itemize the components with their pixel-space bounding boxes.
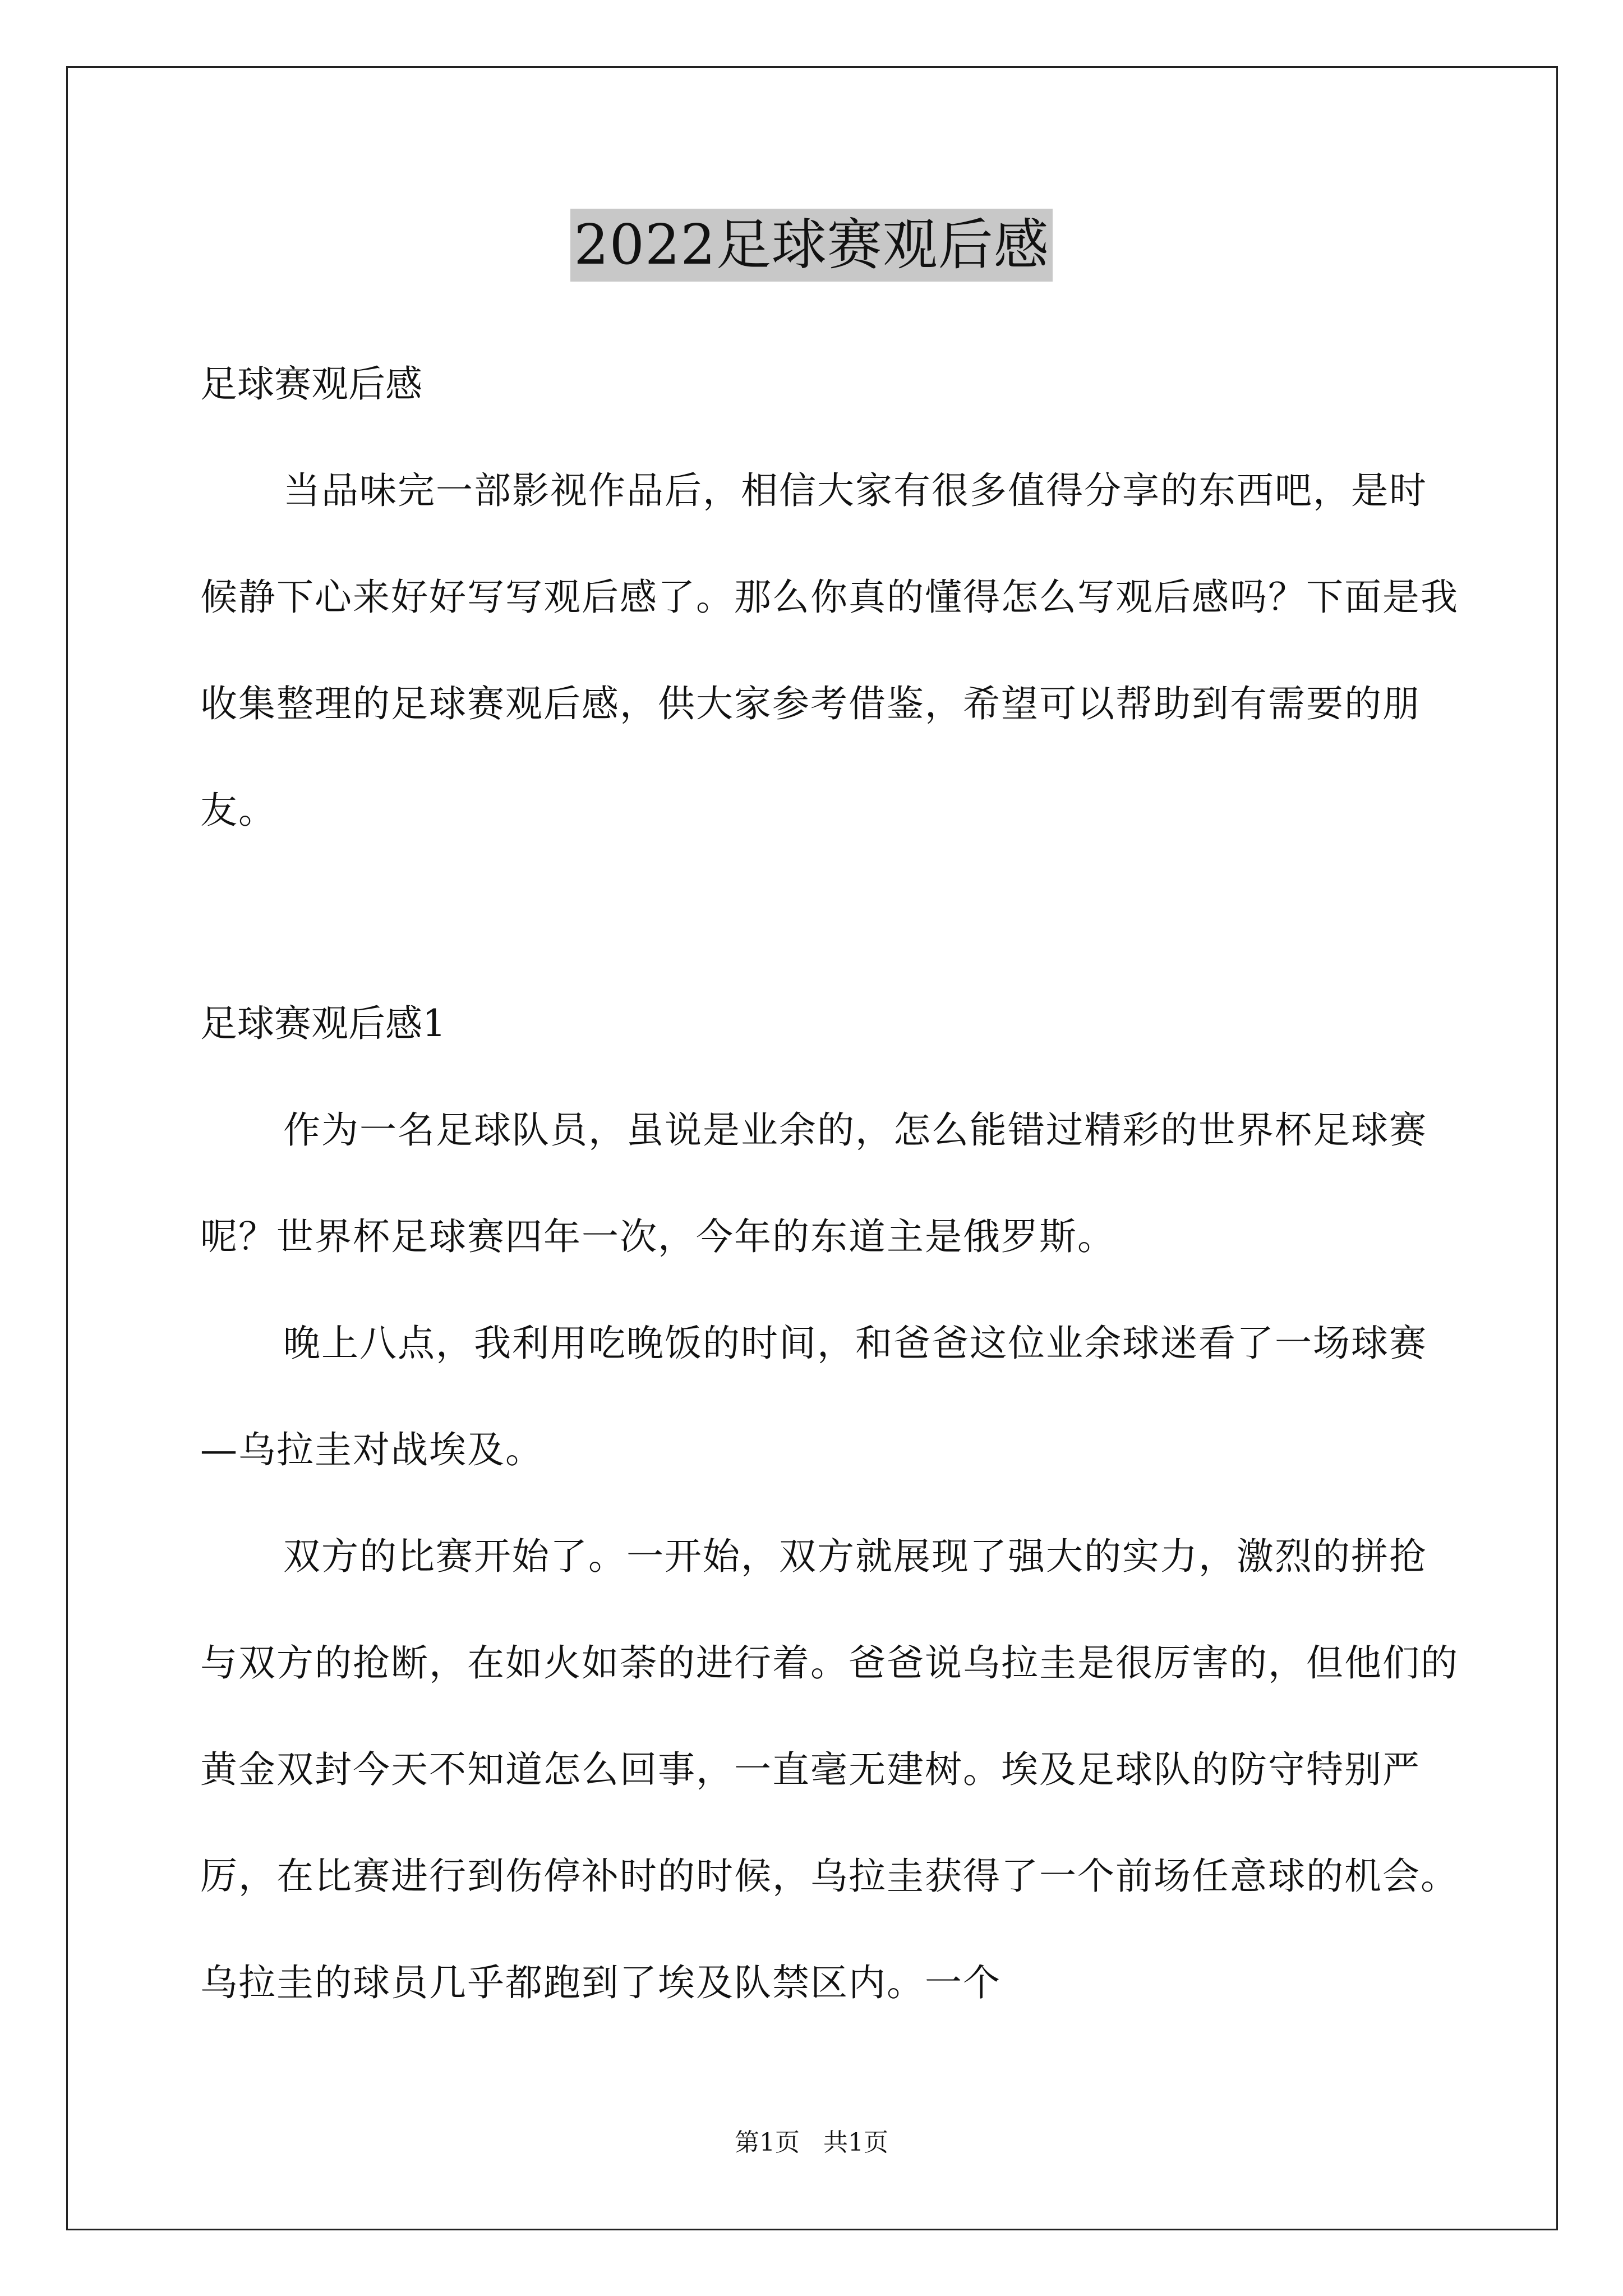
document-title: 2022足球赛观后感 xyxy=(570,209,1052,282)
intro-heading: 足球赛观后感 xyxy=(200,362,422,406)
page-footer: 第1页 共1页 xyxy=(735,2128,888,2157)
intro-paragraph: 当品味完一部影视作品后，相信大家有很多值得分享的东西吧，是时候静下心来好好写写观后感了。那么你真的懂得怎么写观后感吗？下面是我收集整理的足球赛观后感，供大家参考借鉴，希望可以帮助到有需要的朋友。 xyxy=(200,469,1459,832)
section1-heading: 足球赛观后感1 xyxy=(200,1002,446,1045)
section1-paragraph-1: 作为一名足球队员，虽说是业余的，怎么能错过精彩的世界杯足球赛呢？世界杯足球赛四年一次，今年的东道主是俄罗斯。 xyxy=(200,1108,1427,1258)
document-body xyxy=(200,331,1462,2036)
section1-paragraph-3: 双方的比赛开始了。一开始，双方就展现了强大的实力，激烈的拼抢与双方的抢断，在如火如荼的进行着。爸爸说乌拉圭是很厉害的，但他们的黄金双封今天不知道怎么回事，一直毫无建树。埃及足球队的防守特别严厉，在比赛进行到伤停补时的时候，乌拉圭获得了一个前场任意球的机会。乌拉圭的球员几乎都跑到了埃及队禁区内。一个 xyxy=(200,1535,1459,2004)
title-wrapper xyxy=(0,209,1623,282)
section-spacer xyxy=(200,864,1462,970)
section1-paragraph-2: 晚上八点，我利用吃晚饭的时间，和爸爸这位业余球迷看了一场球赛—乌拉圭对战埃及。 xyxy=(200,1322,1427,1471)
